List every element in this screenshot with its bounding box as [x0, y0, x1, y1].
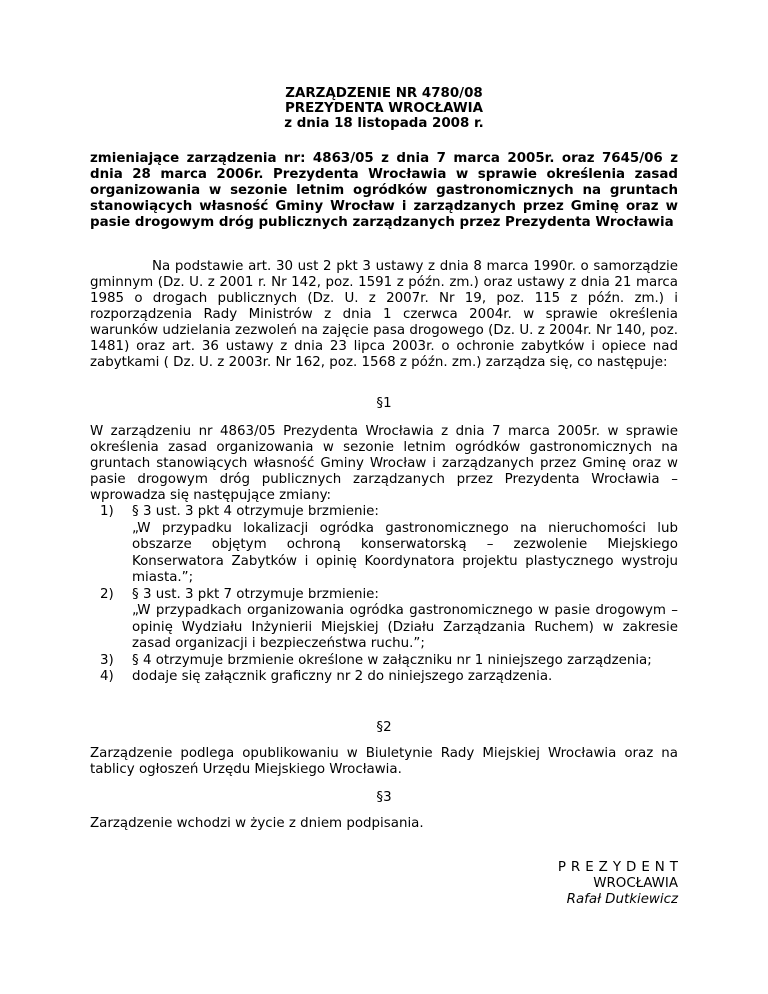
changes-list [90, 504, 678, 686]
list-item-text: § 3 ust. 3 pkt 7 otrzymuje brzmienie: [132, 586, 379, 602]
list-item-text: § 3 ust. 3 pkt 4 otrzymuje brzmienie: [132, 504, 379, 519]
list-item-text: § 4 otrzymuje brzmienie określone w załączniku nr 1 niniejszego zarządzenia; [132, 652, 652, 668]
section-1 [90, 424, 678, 686]
list-item-number: 4) [100, 669, 114, 684]
signature-title: PREZYDENT [557, 860, 683, 875]
list-item-number: 2) [100, 586, 114, 602]
header-authority: PREZYDENTA WROCŁAWIA [284, 101, 484, 116]
list-item [90, 669, 678, 686]
section-1-heading: §1 [376, 396, 392, 411]
list-item-number: 3) [100, 652, 114, 668]
section-2-heading: §2 [376, 720, 392, 735]
list-item [90, 653, 678, 670]
list-item [90, 587, 678, 653]
list-item-quote: „W przypadkach organizowania ogródka gastronomicznego w pasie drogowym – opinię Wydziału Inżynierii Miejskiej (Działu Zarządzania Ruchem) w zakresie zasad organizacji i bezpieczeństwa ruchu.”; [132, 603, 678, 651]
document-preamble: Na podstawie art. 30 ust 2 pkt 3 ustawy z dnia 8 marca 1990r. o samorządzie gminnym (Dz. U. z 2001 r. Nr 142, poz. 1591 z późn. zm.) oraz ustawy z dnia 21 marca 1985 o drogach publicznych (Dz. U. z 2007r. Nr 19, poz. 115 z późn. zm.) i rozporządzenia Rady Ministrów z dnia 1 czerwca 2004r. w sprawie określenia warunków udzielania zezwoleń na zajęcie pasa drogowego (Dz. U. z 2004r. Nr 140, poz. 1481) oraz art. 36 ustawy z dnia 23 lipca 2003r. o ochronie zabytków i opiece nad zabytkami ( Dz. U. z 2003r. Nr 162, poz. 1568 z późn. zm.) zarządza się, co następuje: [90, 259, 678, 370]
header-date: z dnia 18 listopada 2008 r. [284, 116, 484, 131]
signature-block [557, 860, 683, 908]
header-title: ZARZĄDZENIE NR 4780/08 [285, 86, 483, 101]
section-3-text: Zarządzenie wchodzi w życie z dniem podpisania. [90, 816, 424, 831]
section-2-text: Zarządzenie podlega opublikowaniu w Biuletynie Rady Miejskiej Wrocławia oraz na tablicy ogłoszeń Urzędu Miejskiego Wrocławia. [90, 746, 678, 777]
list-item-quote: „W przypadku lokalizacji ogródka gastronomicznego na nieruchomości lub obszarze objętym ochroną konserwatorską – zezwolenie Miejskiego Konserwatora Zabytków i opinię Koordynatora projektu plastycznego wystroju miasta.”; [132, 520, 678, 585]
section-3-heading: §3 [376, 790, 392, 805]
signature-name: Rafał Dutkiewicz [566, 892, 678, 907]
signature-city: WROCŁAWIA [593, 876, 678, 891]
list-item [90, 504, 678, 587]
document-subject: zmieniające zarządzenia nr: 4863/05 z dnia 7 marca 2005r. oraz 7645/06 z dnia 28 marca 2006r. Prezydenta Wrocławia w sprawie określenia zasad organizowania w sezonie letnim ogródków gastronomicznych na gruntach stanowiących własność Gminy Wrocław i zarządzanych przez Gminę oraz w pasie drogowym dróg publicznych zarządzanych przez Prezydenta Wrocławia [90, 151, 678, 230]
section-1-intro: W zarządzeniu nr 4863/05 Prezydenta Wrocławia z dnia 7 marca 2005r. w sprawie określenia zasad organizowania w sezonie letnim ogródków gastronomicznych na gruntach stanowiących własność Gminy Wrocław i zarządzanych przez Gminę oraz w pasie drogowym dróg publicznych zarządzanych przez Prezydenta Wrocławia – wprowadza się następujące zmiany: [90, 424, 678, 503]
list-item-number: 1) [100, 504, 114, 519]
document-header [0, 86, 768, 131]
list-item-text: dodaje się załącznik graficzny nr 2 do niniejszego zarządzenia. [132, 669, 553, 684]
